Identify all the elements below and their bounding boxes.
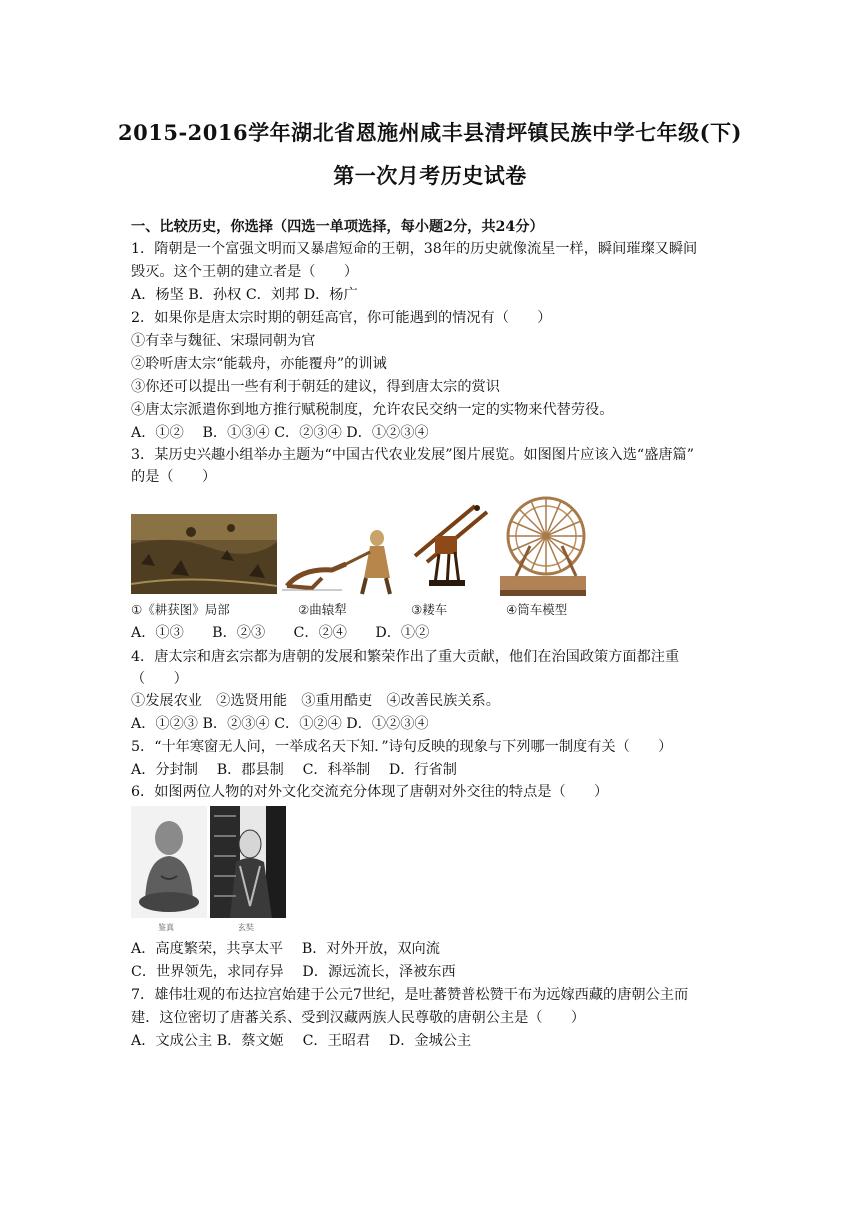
text-line: A．①②③ B．②③④ C．①②④ D．①②③④ — [131, 716, 429, 732]
text-line: C．世界领先，求同存异 D．源远流长，泽被东西 — [131, 964, 456, 980]
figure-caption: ④筒车模型 — [506, 602, 568, 617]
text-line: ①发展农业 ②选贤用能 ③重用酷吏 ④改善民族关系。 — [131, 693, 500, 709]
text-line: 4．唐太宗和唐玄宗都为唐朝的发展和繁荣作出了重大贡献，他们在治国政策方面都注重 — [131, 649, 680, 665]
text-line: （ ） — [131, 671, 188, 687]
text-line: 1．隋朝是一个富强文明而又暴虐短命的王朝，38年的历史就像流星一样，瞬间璀璨又瞬间 — [131, 241, 698, 257]
text-line: A．分封制 B．郡县制 C．科举制 D．行省制 — [131, 762, 457, 778]
title-line-2: 第一次月考历史试卷 — [333, 163, 527, 188]
text-line: 建．这位密切了唐蕃关系、受到汉藏两族人民尊敬的唐朝公主是（ ） — [131, 1010, 586, 1026]
text-line: A．杨坚 B．孙权 C．刘邦 D．杨广 — [131, 287, 358, 303]
jianzhen-statue-image — [131, 806, 207, 918]
water-wheel-image — [496, 490, 590, 598]
figure-caption: ③耧车 — [411, 602, 448, 617]
text-line: A．文成公主 B．蔡文姬 C．王昭君 D．金城公主 — [131, 1033, 472, 1049]
text-line: A．①② B．①③④ C．②③④ D．①②③④ — [131, 425, 429, 441]
text-line: 的是（ ） — [131, 469, 217, 485]
text-line: ④唐太宗派遣你到地方推行赋税制度，允许农民交纳一定的实物来代替劳役。 — [131, 402, 614, 418]
text-line: ③你还可以提出一些有利于朝廷的建议，得到唐太宗的赏识 — [131, 379, 500, 395]
title-line-1: 2015-2016学年湖北省恩施州咸丰县清坪镇民族中学七年级(下) — [118, 120, 742, 145]
text-line: A．①③ B．②③ C．②④ D．①② — [131, 625, 430, 641]
figure-caption: ②曲辕犁 — [298, 602, 347, 617]
figure-caption: 玄奘 — [238, 923, 254, 932]
xuanzang-painting-image — [210, 806, 286, 918]
text-line: ②聆听唐太宗“能载舟，亦能覆舟”的训诫 — [131, 356, 387, 372]
text-line: 6．如图两位人物的对外文化交流充分体现了唐朝对外交往的特点是（ ） — [131, 784, 609, 800]
text-line: ①有幸与魏征、宋璟同朝为官 — [131, 333, 316, 349]
curved-plow-image — [282, 508, 402, 596]
text-line: 2．如果你是唐太宗时期的朝廷高官，你可能遇到的情况有（ ） — [131, 310, 552, 326]
text-line: 7．雄伟壮观的布达拉宫始建于公元7世纪，是吐蕃赞普松赞干布为远嫁西藏的唐朝公主而 — [131, 987, 689, 1003]
section-heading: 一、比较历史，你选择（四选一单项选择，每小题2分，共24分） — [131, 219, 544, 235]
figure-caption: 鉴真 — [158, 923, 174, 932]
text-line: 毁灭。这个王朝的建立者是（ ） — [131, 264, 359, 280]
farming-painting-image — [131, 514, 277, 594]
figure-caption: ①《耕获图》局部 — [131, 602, 230, 617]
text-line: 3．某历史兴趣小组举办主题为“中国古代农业发展”图片展览。如图图片应该入选“盛唐篇” — [131, 447, 694, 463]
seed-drill-image — [405, 496, 495, 596]
text-line: 5．“十年寒窗无人问，一举成名天下知．”诗句反映的现象与下列哪一制度有关（ ） — [131, 739, 673, 755]
text-line: A．高度繁荣，共享太平 B．对外开放，双向流 — [131, 941, 440, 957]
